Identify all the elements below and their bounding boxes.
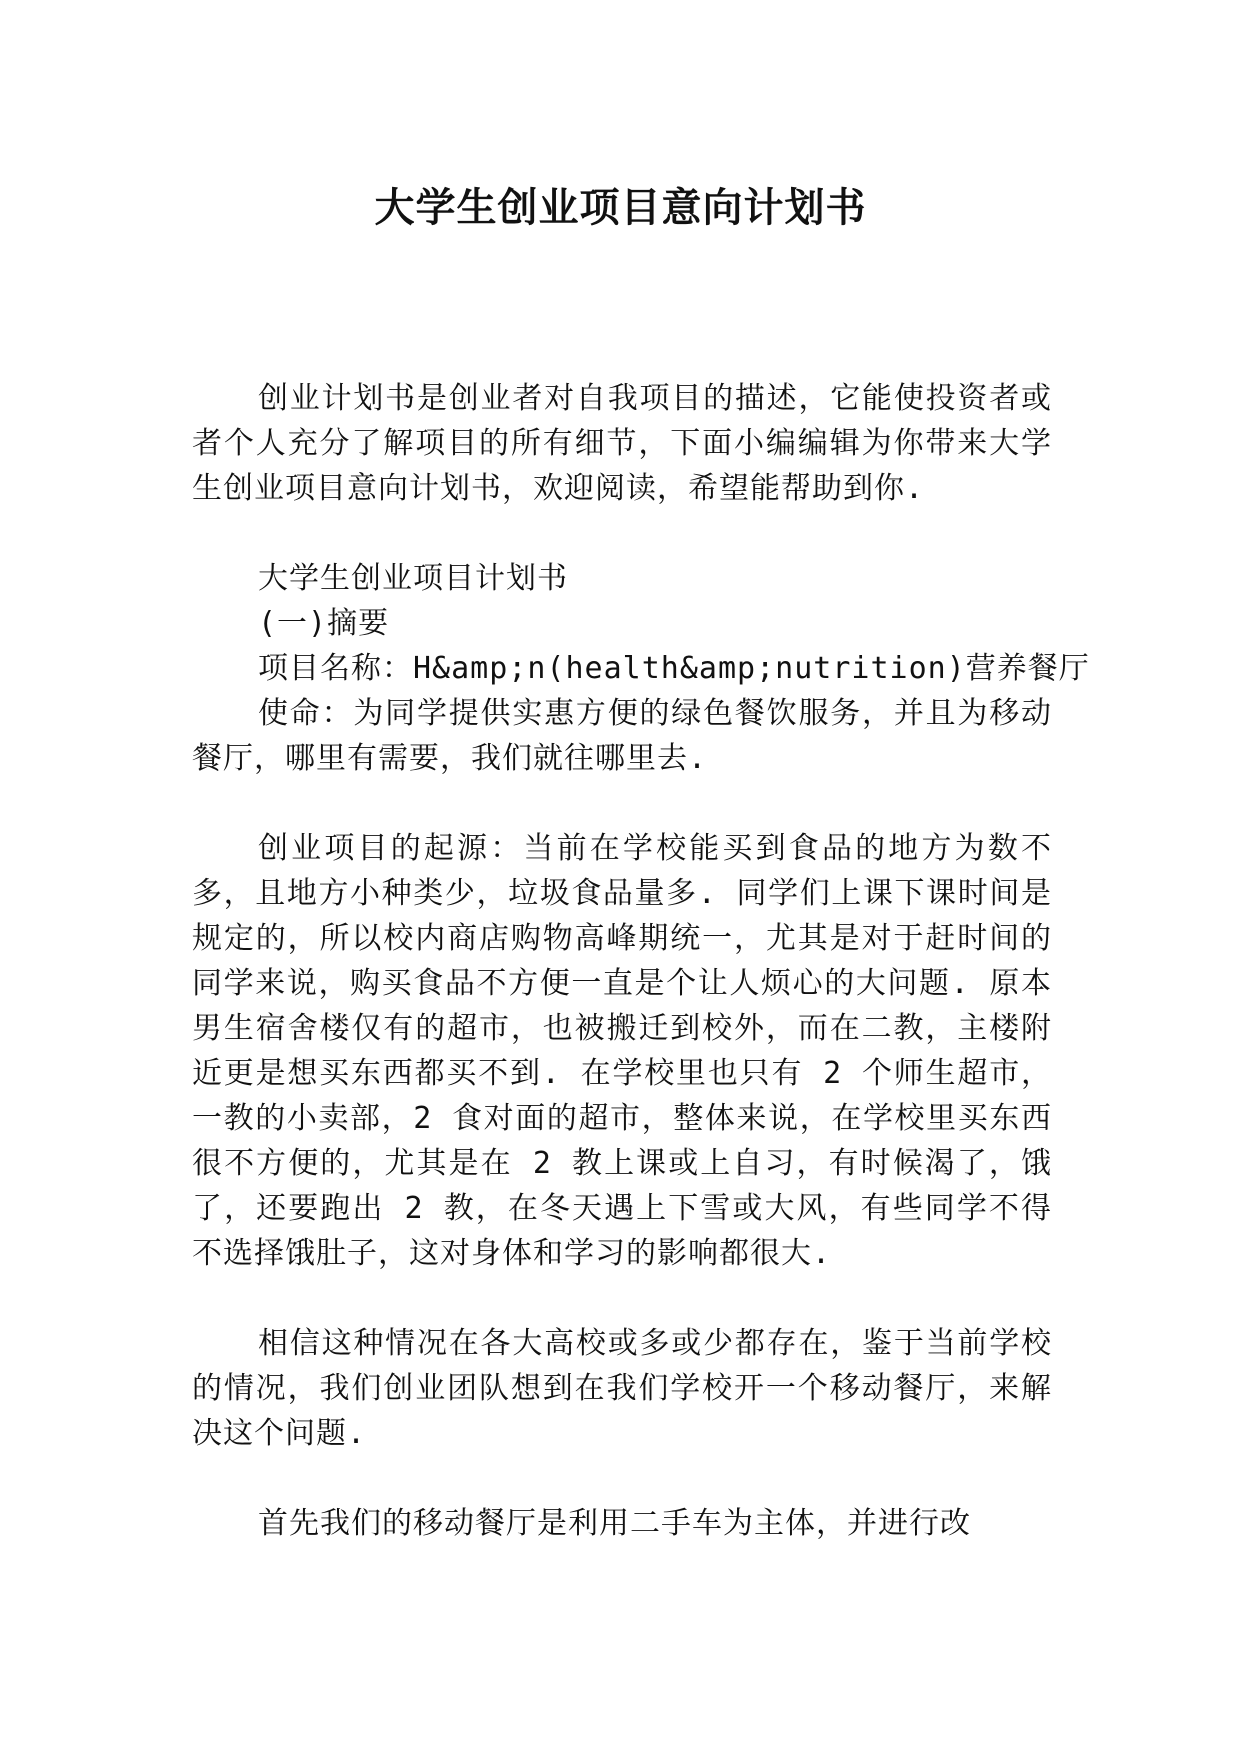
section-heading: 大学生创业项目计划书 [258, 561, 568, 596]
project-name-line: 项目名称：H&amp;n(health&amp;nutrition)营养餐厅 [258, 651, 1090, 686]
first-paragraph: 首先我们的移动餐厅是利用二手车为主体，并进行改 [258, 1506, 971, 1541]
subsection-heading: (一)摘要 [258, 606, 390, 641]
origin-paragraph: 创业项目的起源：当前在学校能买到食品的地方为数不多，且地方小种类少，垃圾食品量多. 同学们上课下课时间是规定的，所以校内商店购物高峰期统一，尤其是对于赶时间的同学来说，购买食品不方便一直是个让人烦心的大问题. 原本男生宿舍楼仅有的超市，也被搬迁到校外，而在二教，主楼附近更是想买东西都买不到. 在学校里也只有 2 个师生超市，一教的小卖部，2 食对面的超市，整体来说，在学校里买东西很不方便的，尤其是在 2 教上课或上自习，有时候渴了，饿了，还要跑出 2 教，在冬天遇上下雪或大风，有些同学不得不选择饿肚子，这对身体和学习的影响都很大. [192, 831, 1052, 1271]
paragraph-spacer [192, 1276, 1052, 1321]
intro-paragraph: 创业计划书是创业者对自我项目的描述，它能使投资者或者个人充分了解项目的所有细节，下面小编编辑为你带来大学生创业项目意向计划书，欢迎阅读，希望能帮助到你. [192, 381, 1052, 506]
document-body [192, 376, 1090, 1546]
mission-paragraph: 使命：为同学提供实惠方便的绿色餐饮服务，并且为移动餐厅，哪里有需要，我们就往哪里去. [192, 696, 1052, 776]
paragraph-spacer [192, 511, 1052, 556]
belief-paragraph: 相信这种情况在各大高校或多或少都存在，鉴于当前学校的情况，我们创业团队想到在我们学校开一个移动餐厅，来解决这个问题. [192, 1326, 1052, 1451]
paragraph-spacer [192, 1456, 1052, 1501]
paragraph-spacer [192, 781, 1052, 826]
document-title: 大学生创业项目意向计划书 [374, 184, 867, 231]
